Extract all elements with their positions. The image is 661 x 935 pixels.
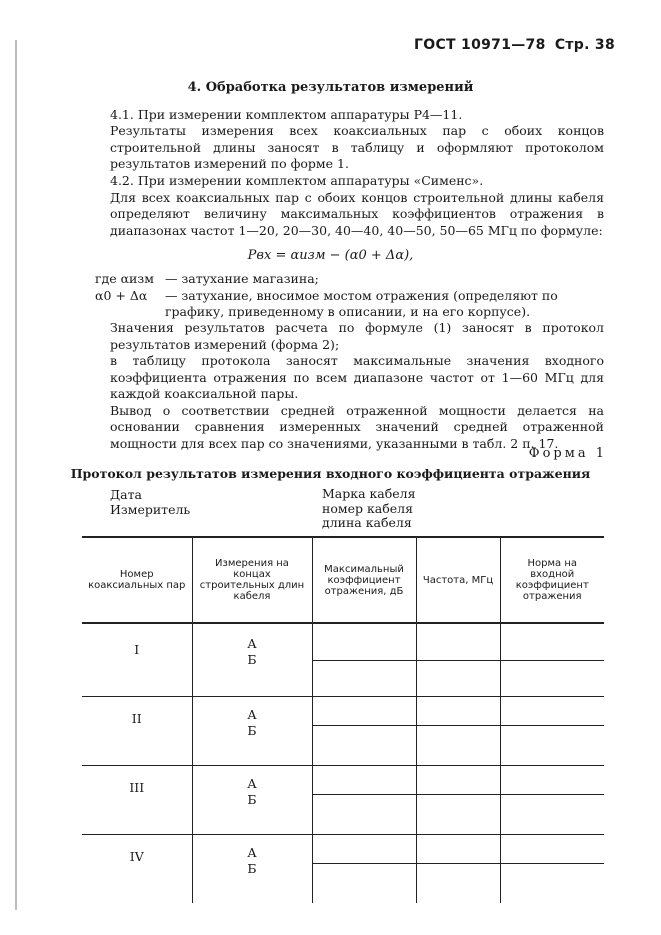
p4: в таблицу протокола заносят максимальные значения входного коэффициента отражения по всем диапазоне частот от 1—60 МГц для каждой коаксиальной пары. [110,353,604,401]
def1-text: — затухание магазина; [165,271,319,286]
max-coefficient-cell [312,766,416,835]
end-b: Б [247,861,257,876]
end-a: А [247,636,257,651]
col-max-coefficient: Максимальный коэффициент отражения, дБ [312,537,416,623]
end-a: А [247,707,257,722]
norm-cell [500,623,604,697]
paragraph-results [110,320,604,452]
table-row [82,697,604,766]
col-norm: Норма на входной коэффициент отражения [500,537,604,623]
frequency-cell [416,623,500,697]
def2-text: — затухание, вносимое мостом отражения (определяют по графику, приведенному в описании, и на его корпусе). [165,287,558,319]
definition-row [95,288,605,321]
col-pair-number: Номер коаксиальных пар [82,537,192,623]
table-header-row [82,537,604,623]
p3: Значения результатов расчета по формуле (1) заносят в протокол результатов измерений (форма 2); [110,320,604,352]
standard-title: ГОСТ 10971—78 [414,37,546,53]
norm-cell [500,766,604,835]
p2-head: 4.2. При измерении комплектом аппаратуры «Сименс». [110,173,484,188]
protocol-meta-right [322,487,416,531]
p1-head: 4.1. При измерении комплектом аппаратуры Р4—11. [110,107,463,122]
form-label: Форма 1 [528,446,607,461]
pair-number: IV [82,835,192,904]
date-label: Дата [110,487,142,502]
ends-cell [192,835,312,904]
end-a: А [247,776,257,791]
section-title: 4. Обработка результатов измерений [187,80,474,95]
def1-symbol: где αизм [95,271,154,286]
protocol-table [82,536,604,903]
cable-number-label: номер кабеля [322,500,413,516]
end-a: А [247,845,257,860]
max-coefficient-cell [312,623,416,697]
end-b: Б [247,723,257,738]
page-number: Стр. 38 [554,37,615,53]
norm-cell [500,835,604,904]
table-row [82,766,604,835]
col-frequency: Частота, МГц [416,537,500,623]
paragraph-4-2 [110,173,604,239]
frequency-cell [416,835,500,904]
p5: Вывод о соответствии средней отраженной мощности делается на основании сравнения измеренных значений средней отраженной мощности для всех пар со значениями, указанными в табл. 2 п. 17. [110,402,604,451]
formula-definitions [95,271,605,321]
protocol-meta-left [110,488,190,517]
measurer-label: Измеритель [110,501,191,517]
ends-cell [192,623,312,697]
protocol-title: Протокол результатов измерения входного коэффициента отражения [70,466,591,481]
end-b: Б [247,792,257,807]
max-coefficient-cell [312,835,416,904]
paragraph-4-1-body [110,123,604,173]
p1-body: Результаты измерения всех коаксиальных пар с обоих концов строительной длины заносят в таблицу и оформляют протоколом результатов измерений по форме 1. [110,123,604,171]
page-header [414,37,615,53]
paragraph-4-1 [110,107,604,124]
cable-brand-label: Марка кабеля [322,486,416,501]
end-b: Б [247,652,257,667]
formula: Pвх = αизм − (α0 + Δα), [247,248,414,263]
ends-cell [192,697,312,766]
pair-number: III [82,766,192,835]
pair-number: I [134,642,140,657]
ends-cell [192,766,312,835]
max-coefficient-cell [312,697,416,766]
norm-cell [500,697,604,766]
pair-number: II [82,697,192,766]
col-ends: Измерения на концах строительных длин кабеля [192,537,312,623]
cable-length-label: длина кабеля [322,515,412,530]
def2-symbol: α0 + Δα [95,287,148,303]
definition-row [95,271,605,288]
table-row [82,623,604,697]
p2-body: Для всех коаксиальных пар с обоих концов строительной длины кабеля определяют величину максимальных коэффициентов отражения в диапазонах частот 1—20, 20—30, 40—40, 40—50, 50—65 МГц по формуле: [110,189,604,238]
table-row [82,835,604,904]
frequency-cell [416,697,500,766]
frequency-cell [416,766,500,835]
